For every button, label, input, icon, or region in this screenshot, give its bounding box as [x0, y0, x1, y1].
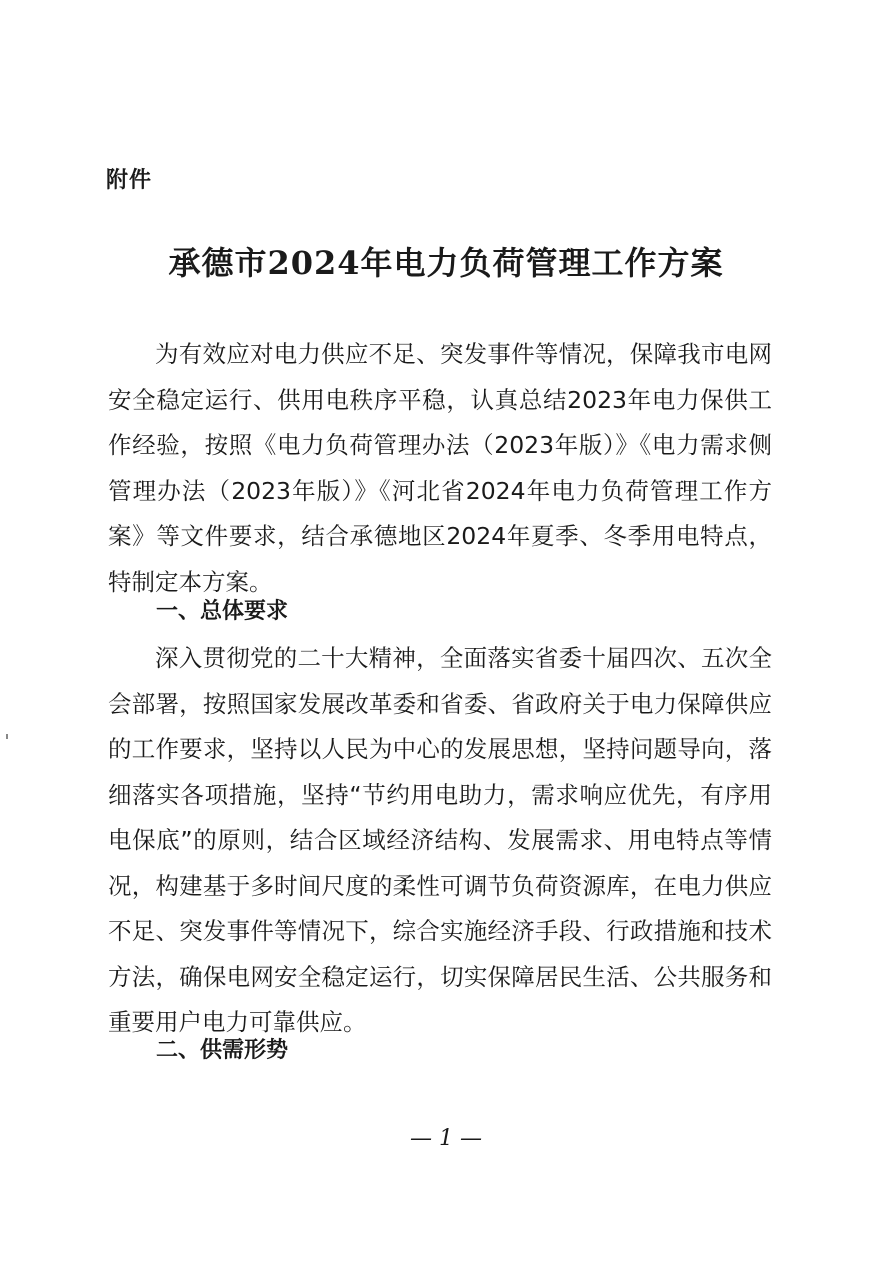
attachment-label: 附件: [106, 168, 153, 193]
section-heading-supply-demand: 二、供需形势: [156, 1038, 289, 1063]
scan-artifact-mark: [6, 734, 8, 739]
section-heading-overall-requirements: 一、总体要求: [156, 599, 289, 624]
intro-paragraph: 为有效应对电力供应不足、突发事件等情况，保障我市电网安全稳定运行、供用电秩序平稳，认真总结2023年电力保供工作经验，按照《电力负荷管理办法（2023年版）》《电力需求侧管理办法（2023年版）》《河北省2024年电力负荷管理工作方案》等文件要求，结合承德地区2024年夏季、冬季用电特点，特制定本方案。: [108, 340, 772, 596]
overall-requirements-paragraph: 深入贯彻党的二十大精神，全面落实省委十届四次、五次全会部署，按照国家发展改革委和省委、省政府关于电力保障供应的工作要求，坚持以人民为中心的发展思想，坚持问题导向，落细落实各项措施，坚持“节约用电助力，需求响应优先，有序用电保底”的原则，结合区域经济结构、发展需求、用电特点等情况，构建基于多时间尺度的柔性可调节负荷资源库，在电力供应不足、突发事件等情况下，综合实施经济手段、行政措施和技术方法，确保电网安全稳定运行，切实保障居民生活、公共服务和重要用户电力可靠供应。: [108, 644, 772, 1036]
page-number: — 1 —: [410, 1126, 482, 1151]
document-title: 承德市2024年电力负荷管理工作方案: [168, 244, 724, 282]
